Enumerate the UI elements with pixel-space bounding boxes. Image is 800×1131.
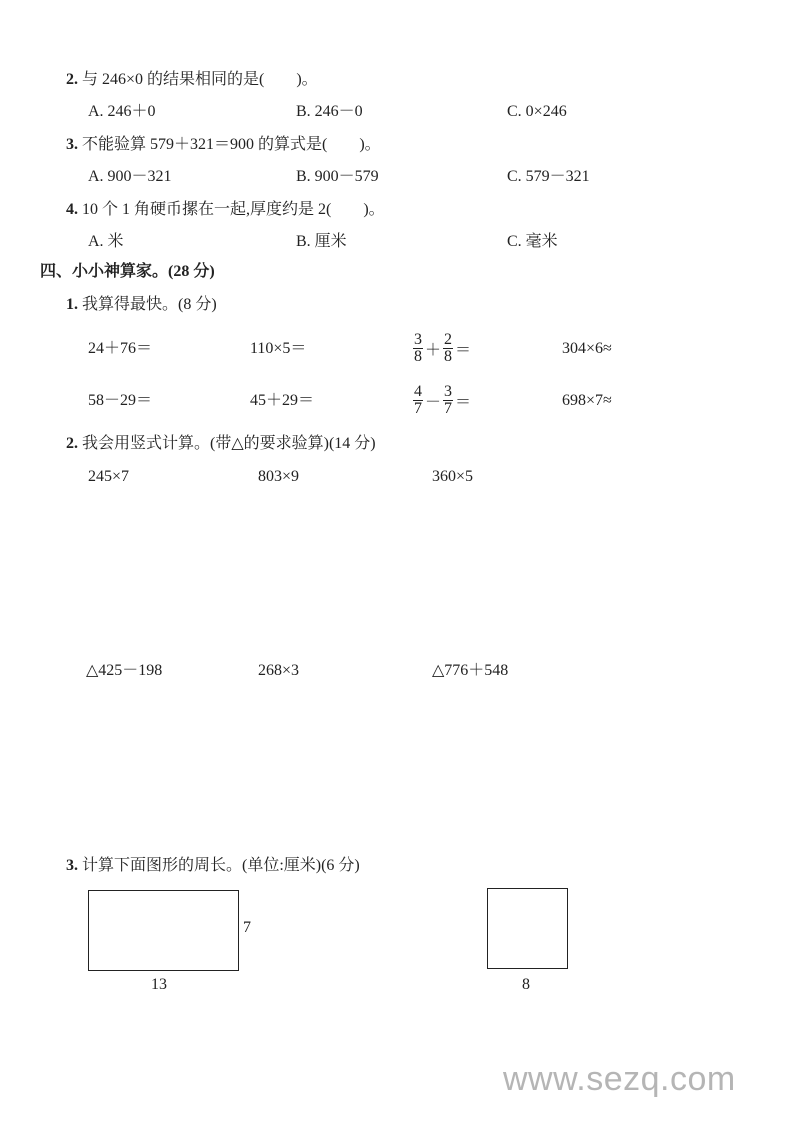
option-c: C. 0×246 xyxy=(507,103,567,120)
question-text: 计算下面图形的周长。(单位:厘米)(6 分) xyxy=(82,857,360,874)
question-text: 我算得最快。(8 分) xyxy=(82,296,217,313)
vertical-calc-item: △425－198 xyxy=(86,662,163,679)
option-b: B. 厘米 xyxy=(296,233,347,250)
rectangle-height-label: 7 xyxy=(243,919,251,936)
question-4 xyxy=(66,200,385,220)
question-text: 不能验算 579＋321＝900 的算式是( )。 xyxy=(82,136,381,153)
question-number: 4. xyxy=(66,201,78,218)
numerator: 2 xyxy=(444,331,453,348)
option-a: A. 246＋0 xyxy=(88,103,156,120)
question-4-3 xyxy=(66,856,360,876)
question-number: 3. xyxy=(66,136,78,153)
question-text: 与 246×0 的结果相同的是( )。 xyxy=(82,71,318,88)
operator: － xyxy=(425,394,442,411)
calc-item: 698×7≈ xyxy=(562,392,612,409)
vertical-calc-item: 268×3 xyxy=(258,662,300,679)
option-a: A. 900－321 xyxy=(88,168,172,185)
calc-item: 304×6≈ xyxy=(562,340,612,357)
calc-item: 110×5＝ xyxy=(250,340,307,357)
question-text: 10 个 1 角硬币摞在一起,厚度约是 2( )。 xyxy=(82,201,385,218)
vertical-calc-item: 803×9 xyxy=(258,468,300,485)
equals: ＝ xyxy=(455,394,472,411)
option-c: C. 毫米 xyxy=(507,233,558,250)
option-c: C. 579－321 xyxy=(507,168,590,185)
calc-item: 45＋29＝ xyxy=(250,392,315,409)
question-number: 2. xyxy=(66,71,78,88)
question-number: 2. xyxy=(66,435,78,452)
square-side-label: 8 xyxy=(522,976,530,993)
question-number: 3. xyxy=(66,857,78,874)
question-number: 1. xyxy=(66,296,78,313)
option-b: B. 246－0 xyxy=(296,103,363,120)
question-2 xyxy=(66,70,318,90)
section-title: 四、小小神算家。(28 分) xyxy=(40,263,215,280)
vertical-calc-item: 360×5 xyxy=(432,468,474,485)
numerator: 3 xyxy=(414,331,422,348)
equals: ＝ xyxy=(455,342,472,359)
question-4-1 xyxy=(66,295,217,315)
question-text: 我会用竖式计算。(带△的要求验算)(14 分) xyxy=(82,435,376,452)
watermark: www.sezq.com xyxy=(503,1060,736,1098)
question-3 xyxy=(66,135,381,155)
square-figure xyxy=(487,888,568,969)
vertical-calc-item: △776＋548 xyxy=(432,662,509,679)
fraction-expression xyxy=(411,384,471,417)
denominator: 8 xyxy=(414,348,422,365)
option-b: B. 900－579 xyxy=(296,168,379,185)
denominator: 7 xyxy=(444,400,453,417)
operator: ＋ xyxy=(425,342,442,359)
denominator: 7 xyxy=(414,400,422,417)
numerator: 4 xyxy=(414,383,422,400)
question-4-2 xyxy=(66,434,376,454)
rectangle-width-label: 13 xyxy=(151,976,167,993)
vertical-calc-item: 245×7 xyxy=(88,468,130,485)
calc-item: 24＋76＝ xyxy=(88,340,153,357)
denominator: 8 xyxy=(444,348,453,365)
calc-item: 58－29＝ xyxy=(88,392,153,409)
numerator: 3 xyxy=(444,383,453,400)
fraction-expression xyxy=(411,332,471,365)
rectangle-figure xyxy=(88,890,239,971)
option-a: A. 米 xyxy=(88,233,124,250)
